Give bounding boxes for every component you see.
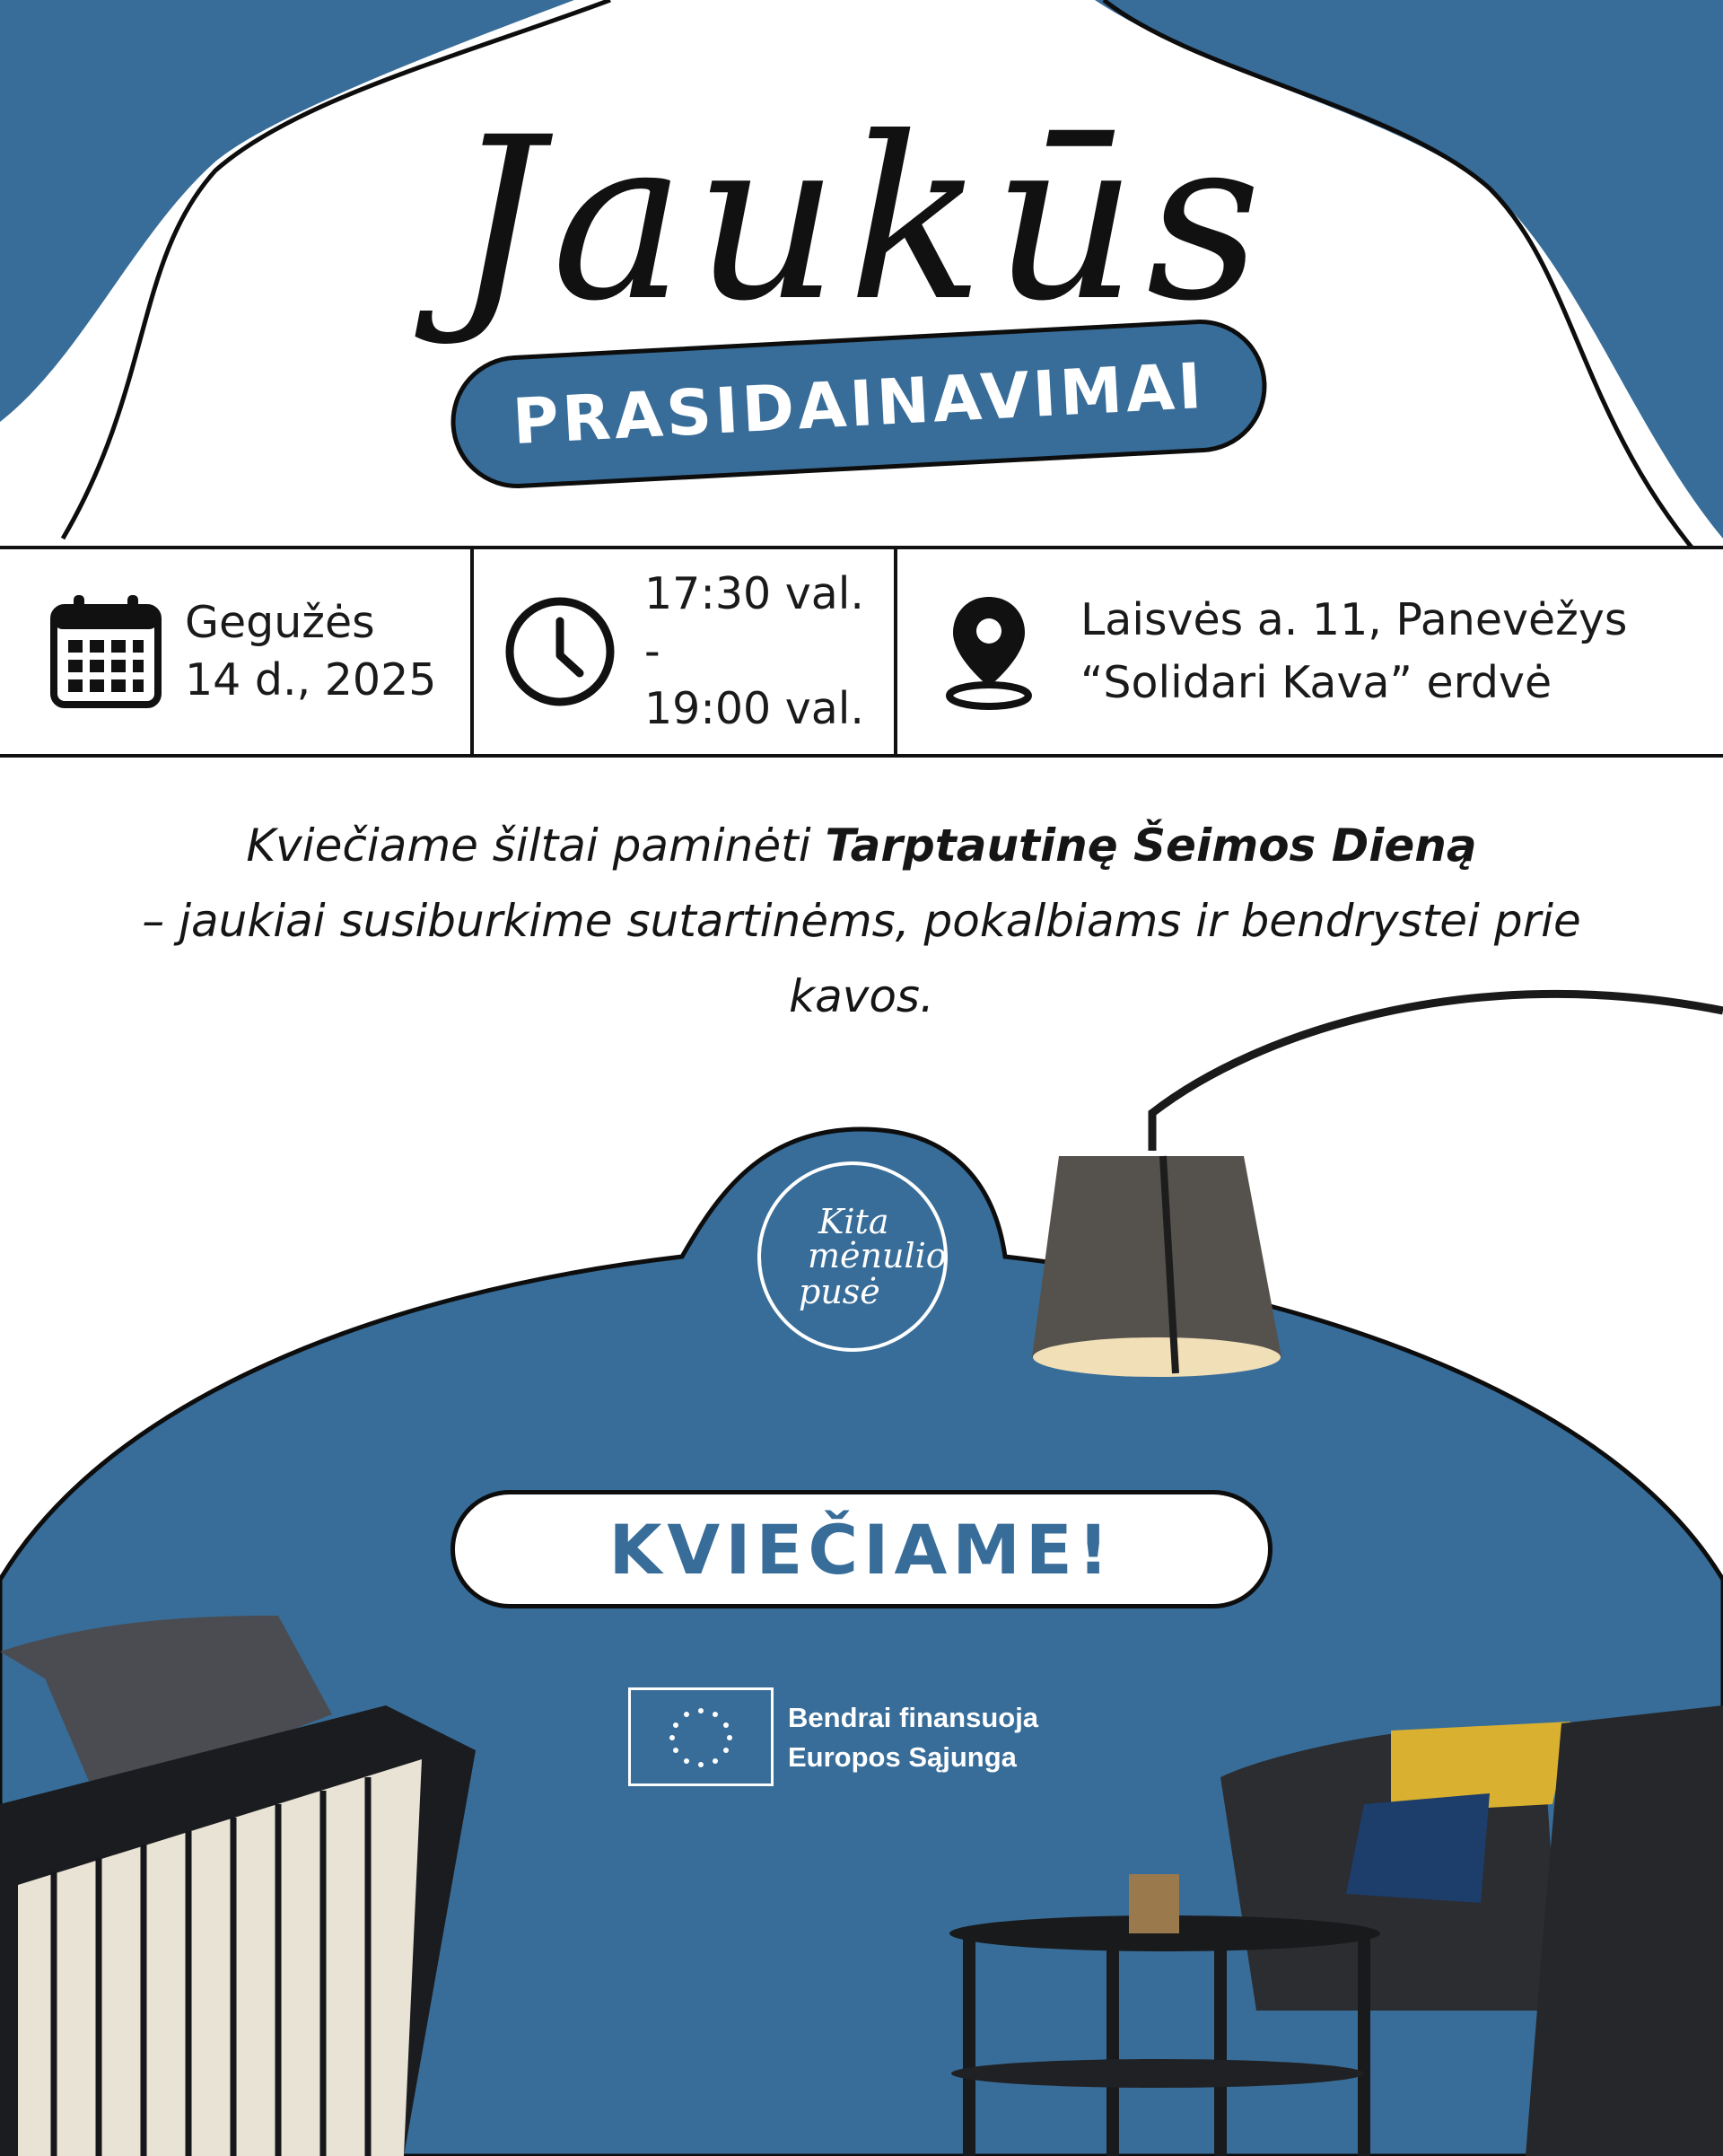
cta-label: KVIEČIAME! (608, 1509, 1115, 1590)
invite-text (135, 808, 1588, 1034)
location-pin-icon (944, 593, 1034, 710)
logo-line-1: Kita (818, 1202, 889, 1241)
time-cell (470, 549, 897, 754)
location-line-1: Laisvės a. 11, Panevėžys (1080, 594, 1628, 645)
location-text (1080, 589, 1627, 714)
invite-part-1: Kviečiame šiltai paminėti (246, 819, 826, 872)
clock-icon (503, 594, 617, 709)
location-line-2: “Solidari Kava” erdvė (1080, 657, 1552, 708)
date-line-2: 14 d., 2025 (185, 654, 437, 706)
location-cell (894, 549, 1723, 754)
table-candle-holder (1129, 1874, 1179, 1933)
invite-part-2: – jaukiai susiburkime sutartinėms, pokalbiams ir bendrystei prie kavos. (142, 895, 1581, 1022)
blue-pillow (1346, 1793, 1490, 1903)
eu-line-1: Bendrai finansuoja (788, 1702, 1039, 1733)
logo-line-3: pusė (799, 1272, 880, 1311)
eu-funding-text (788, 1698, 1038, 1777)
coffee-table-shelf (951, 2059, 1364, 2088)
info-row (0, 546, 1723, 758)
time-line-2: 19:00 val. (644, 683, 864, 734)
logo-line-2: mėnulio (808, 1236, 947, 1275)
time-text (644, 565, 894, 738)
eu-flag-icon (628, 1687, 774, 1786)
date-text (185, 594, 436, 709)
invite-bold: Tarptautinę Šeimos Dieną (825, 819, 1477, 872)
title-pill-label: PRASIDAINAVIMAI (511, 348, 1207, 460)
lamp-glow (1033, 1337, 1281, 1377)
cta-button (450, 1490, 1273, 1608)
time-line-1: 17:30 val. - (644, 568, 864, 677)
date-line-1: Gegužės (185, 597, 375, 648)
eu-line-2: Europos Sąjunga (788, 1741, 1017, 1773)
script-title: Jaukūs (452, 89, 1271, 350)
date-cell (0, 549, 474, 754)
calendar-icon (50, 593, 162, 710)
lamp-shade (1032, 1156, 1281, 1357)
